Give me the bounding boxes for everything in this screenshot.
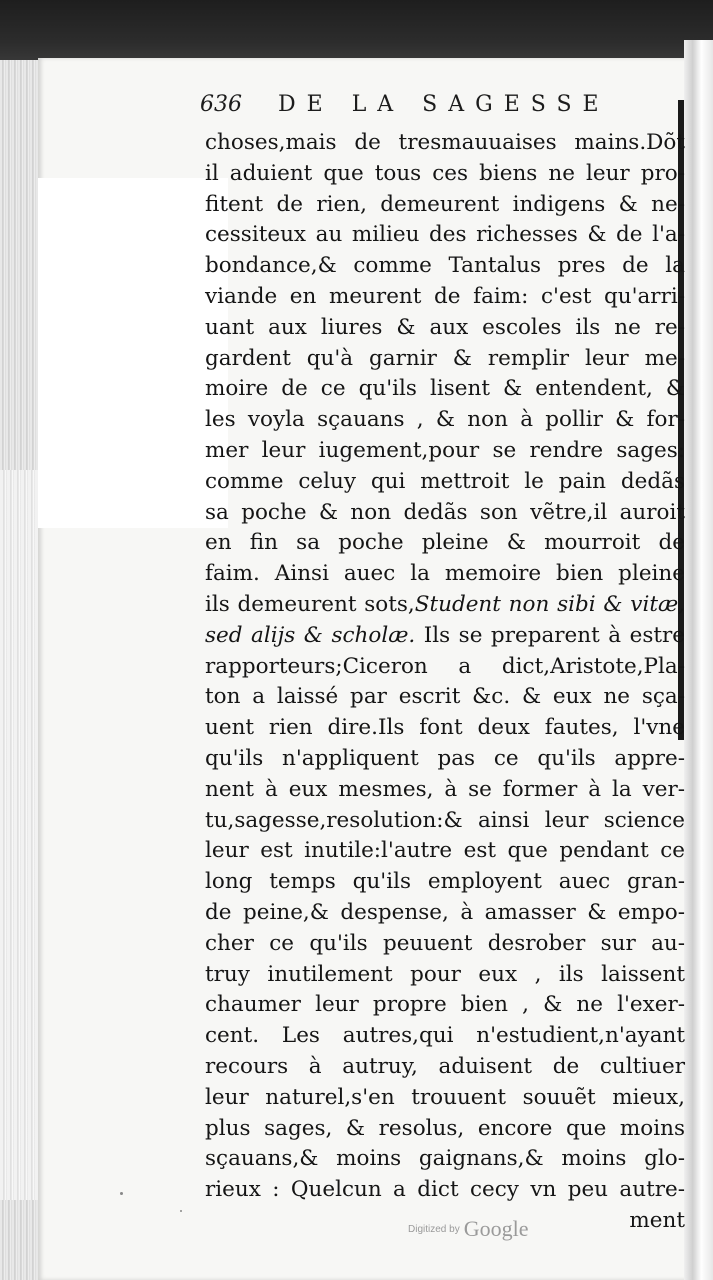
text-line: de peine,& despense, à amasser & empo-	[205, 899, 685, 925]
text-line-with-latin	[205, 621, 685, 652]
body-text	[205, 128, 685, 1237]
text-line: plus sages, & resolus, encore que moins	[205, 1115, 685, 1141]
text-line: gardent qu'à garnir & remplir leur me-	[205, 345, 685, 371]
text-line: bondance,& comme Tantalus pres de la	[205, 253, 685, 279]
google-logo: Google	[463, 1216, 529, 1241]
text-line: fitent de rien, demeurent indigens & ne-	[205, 191, 685, 217]
text-line: recours à autruy, aduisent de cultiuer	[205, 1053, 685, 1079]
text-line: cher ce qu'ils peuuent desrober sur au-	[205, 930, 685, 956]
text-line: truy inutilement pour eux , ils laissent	[205, 961, 685, 987]
text-line: il aduient que tous ces biens ne leur pro-	[205, 160, 685, 186]
text-line: les voyla sçauans , & non à pollir & for-	[205, 407, 685, 433]
digitized-watermark	[408, 1216, 528, 1244]
text-line: moire de ce qu'ils lisent & entendent, &	[205, 376, 685, 402]
scan-white-patch	[38, 178, 228, 528]
text-line: uant aux liures & aux escoles ils ne re-	[205, 314, 685, 340]
text-line: comme celuy qui mettroit le pain dedãs	[205, 468, 685, 494]
running-head-title: DE LA SAGESSE	[278, 92, 610, 117]
latin-quote: Student non sibi & vitæ,	[414, 591, 685, 617]
text-line: rieux : Quelcun a dict cecy vn peu autre-	[205, 1177, 685, 1203]
text-line: chaumer leur propre bien , & ne l'exer-	[205, 992, 685, 1018]
text-line: long temps qu'ils employent auec gran-	[205, 869, 685, 895]
latin-quote: sed alijs & scholæ.	[205, 622, 416, 648]
scan-right-edge	[684, 40, 713, 1280]
text-line: viande en meurent de faim: c'est qu'arri-	[205, 283, 685, 309]
text-line: faim. Ainsi auec la memoire bien pleine	[205, 561, 685, 587]
text-line: qu'ils n'appliquent pas ce qu'ils appre-	[205, 745, 685, 771]
text-segment: ils demeurent sots,	[205, 591, 415, 617]
text-line: sçauans,& moins gaignans,& moins glo-	[205, 1146, 685, 1172]
text-line: tu,sagesse,resolution:& ainsi leur science	[205, 807, 685, 833]
running-header	[200, 92, 660, 124]
page-number: 636	[200, 92, 242, 117]
text-line: en fin sa poche pleine & mourroit de	[205, 530, 685, 556]
text-line: mer leur iugement,pour se rendre sages:	[205, 437, 685, 463]
text-line: cessiteux au milieu des richesses & de l'a-	[205, 222, 685, 248]
text-line: uent rien dire.Ils font deux fautes, l'vne	[205, 715, 685, 741]
text-segment: Ils se preparent à estre	[415, 622, 685, 648]
text-line: rapporteurs;Ciceron a dict,Aristote,Pla-	[205, 653, 685, 679]
text-line-with-latin	[205, 590, 685, 621]
text-line: leur est inutile:l'autre est que pendant ce	[205, 838, 685, 864]
text-line: leur naturel,s'en trouuent souuẽt mieux,	[205, 1084, 685, 1110]
scan-speck	[120, 1192, 123, 1195]
scan-speck	[180, 1210, 182, 1212]
text-line: ton a laissé par escrit &c. & eux ne sça-	[205, 684, 685, 710]
catchword: ment	[629, 1207, 685, 1233]
text-line: sa poche & non dedãs son vẽtre,il auroit	[205, 499, 685, 525]
text-line: nent à eux mesmes, à se former à la ver-	[205, 776, 685, 802]
text-line: cent. Les autres,qui n'estudient,n'ayant	[205, 1023, 685, 1049]
text-line: choses,mais de tresmauuaises mains.Dõt	[205, 130, 685, 155]
watermark-prefix: Digitized by	[408, 1223, 460, 1235]
